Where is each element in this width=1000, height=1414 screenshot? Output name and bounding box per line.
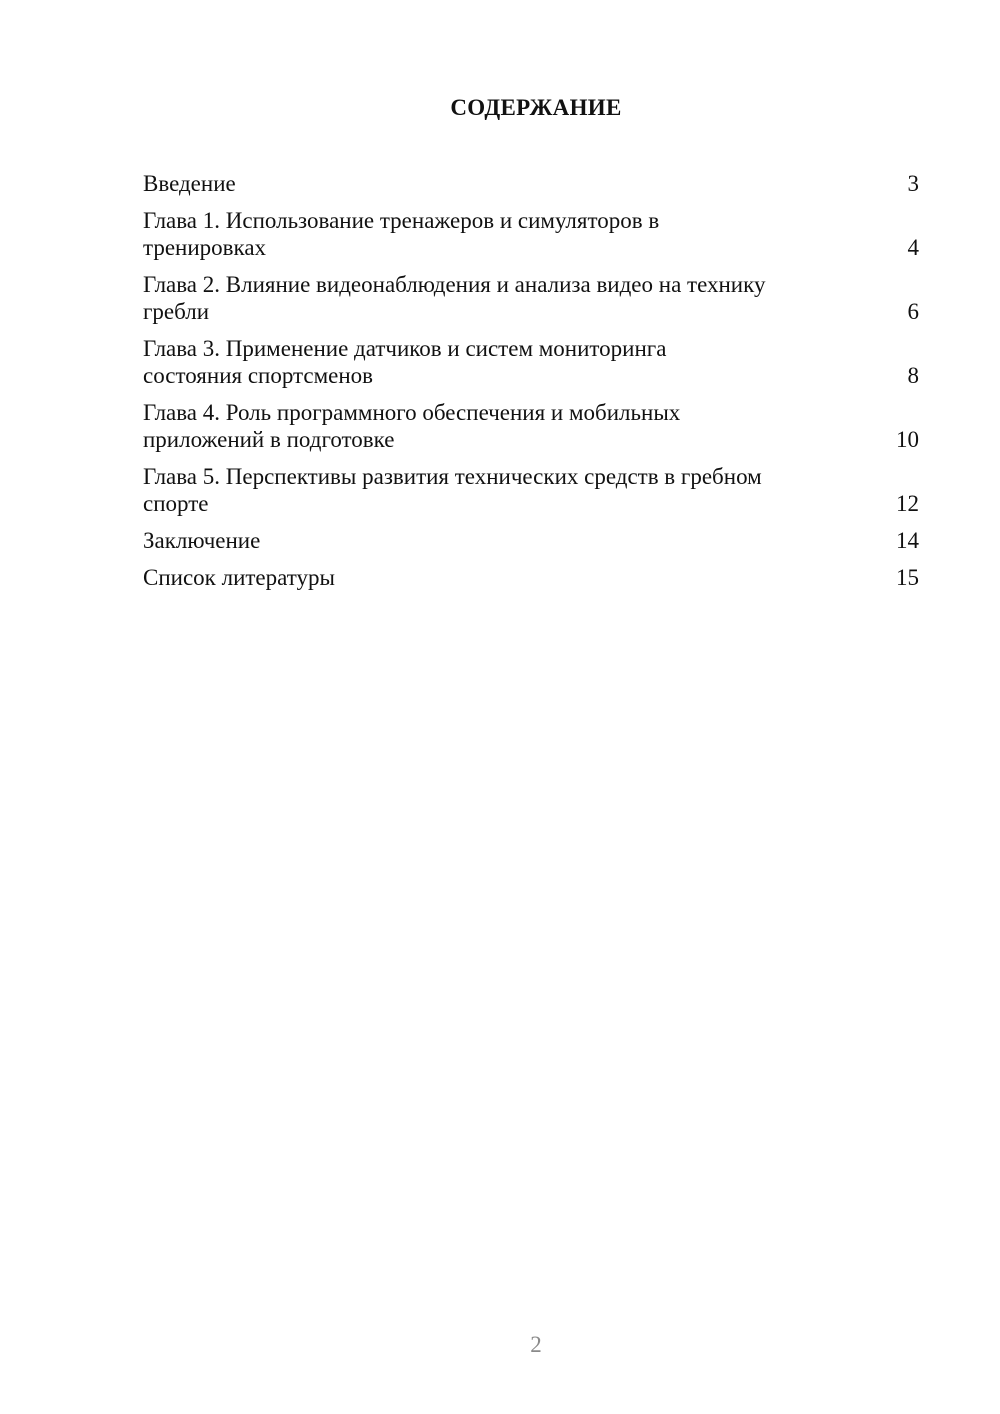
toc-entry-page: 10: [896, 427, 919, 452]
toc-entry-title: Глава 1. Использование тренажеров и симуляторов в тренировках: [143, 208, 660, 260]
toc-entry-title: Заключение: [143, 528, 261, 553]
toc-entry-chapter-2: [143, 271, 919, 325]
toc-entry-page: 4: [907, 235, 919, 260]
toc-entry-title: Глава 4. Роль программного обеспечения и мобильных приложений в подготовке: [143, 400, 681, 452]
toc-entry-chapter-1: [143, 207, 919, 261]
toc-entry-chapter-3: [143, 335, 919, 389]
toc-entry-title: Список литературы: [143, 565, 335, 590]
toc-entry-page: 6: [907, 299, 919, 324]
toc-entry-chapter-4: [143, 399, 919, 453]
toc-entry-page: 12: [896, 491, 919, 516]
toc-entry-title: Глава 2. Влияние видеонаблюдения и анализа видео на технику гребли: [143, 272, 766, 324]
toc-entry-page: 8: [907, 363, 919, 388]
toc-entry-title: Глава 5. Перспективы развития технических средств в гребном спорте: [143, 464, 762, 516]
toc-entry-introduction: [143, 170, 919, 197]
toc-entry-references: [143, 564, 919, 591]
toc-entry-page: 3: [907, 171, 919, 196]
page-title: СОДЕРЖАНИЕ: [450, 95, 622, 120]
toc-entry-title: Введение: [143, 171, 236, 196]
table-of-contents: [143, 170, 919, 591]
toc-entry-title: Глава 3. Применение датчиков и систем мониторинга состояния спортсменов: [143, 336, 667, 388]
page-number: 2: [530, 1332, 542, 1357]
toc-entry-chapter-5: [143, 463, 919, 517]
toc-entry-page: 15: [896, 565, 919, 590]
toc-entry-conclusion: [143, 527, 919, 554]
toc-entry-page: 14: [896, 528, 919, 553]
